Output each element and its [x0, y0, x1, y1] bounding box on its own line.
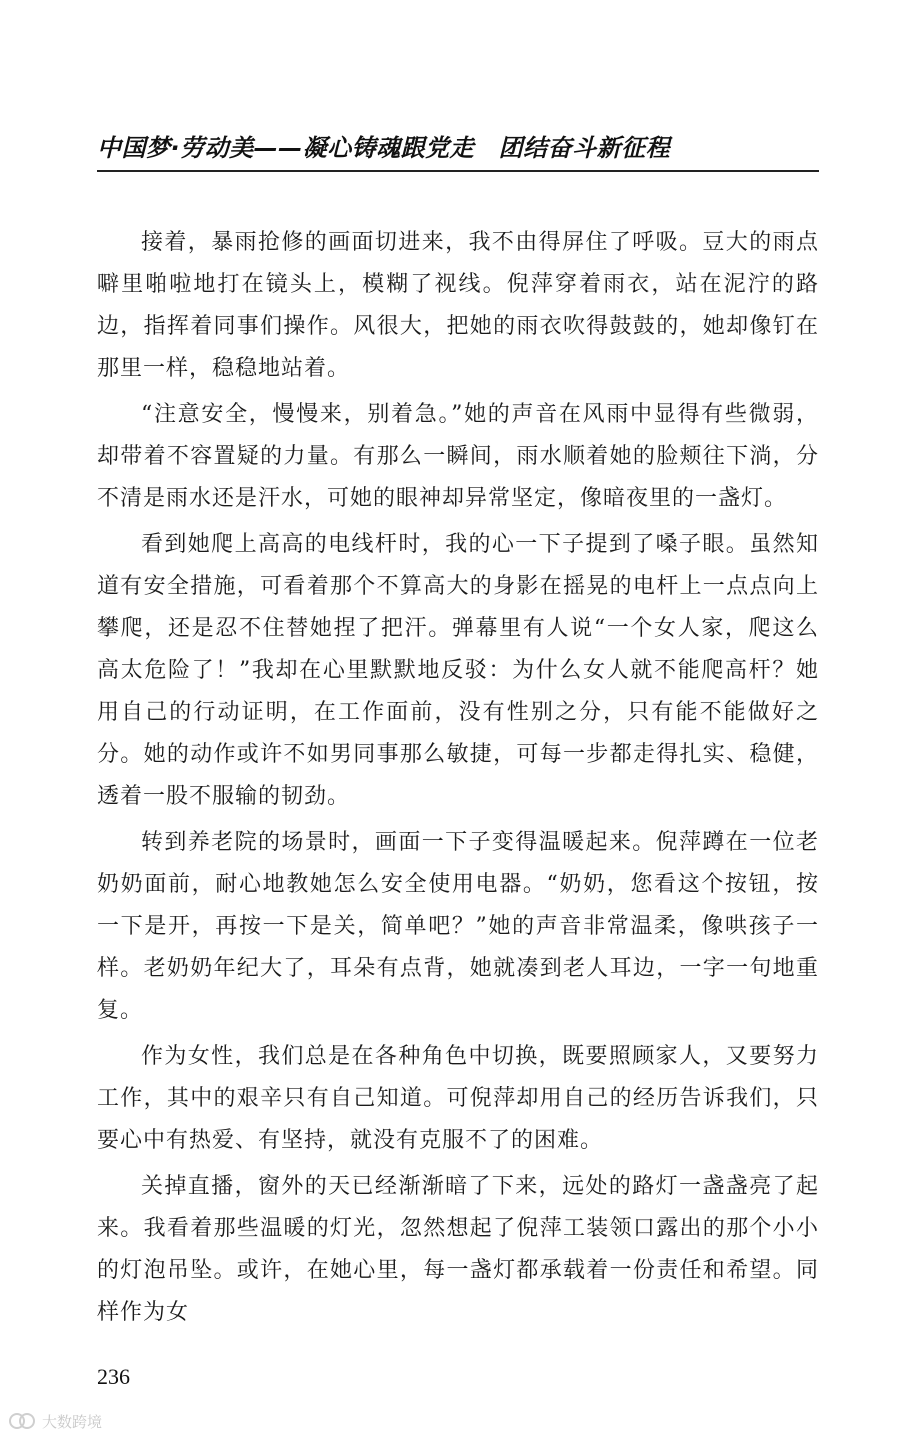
brand-logo-icon	[8, 1410, 36, 1432]
body-text	[97, 222, 819, 1338]
page-number: 236	[97, 1364, 130, 1389]
running-header: 中国梦·劳动美——凝心铸魂跟党走 团结奋斗新征程	[97, 134, 671, 162]
paragraph: 作为女性，我们总是在各种角色中切换，既要照顾家人，又要努力工作，其中的艰辛只有自己知道。可倪萍却用自己的经历告诉我们，只要心中有热爱、有坚持，就没有克服不了的困难。	[97, 1044, 819, 1153]
watermark	[8, 1410, 102, 1432]
paragraph: 看到她爬上高高的电线杆时，我的心一下子提到了嗓子眼。虽然知道有安全措施，可看着那个不算高大的身影在摇晃的电杆上一点点向上攀爬，还是忍不住替她捏了把汗。弹幕里有人说“一个女人家，爬这么高太危险了！”我却在心里默默地反驳：为什么女人就不能爬高杆？她用自己的行动证明，在工作面前，没有性别之分，只有能不能做好之分。她的动作或许不如男同事那么敏捷，可每一步都走得扎实、稳健，透着一股不服输的韧劲。	[97, 532, 819, 809]
paragraph: 转到养老院的场景时，画面一下子变得温暖起来。倪萍蹲在一位老奶奶面前，耐心地教她怎么安全使用电器。“奶奶，您看这个按钮，按一下是开，再按一下是关，简单吧？”她的声音非常温柔，像哄孩子一样。老奶奶年纪大了，耳朵有点背，她就凑到老人耳边，一字一句地重复。	[97, 830, 819, 1023]
paragraph: “注意安全，慢慢来，别着急。”她的声音在风雨中显得有些微弱，却带着不容置疑的力量。有那么一瞬间，雨水顺着她的脸颊往下淌，分不清是雨水还是汗水，可她的眼神却异常坚定，像暗夜里的一盏灯。	[97, 402, 819, 511]
watermark-text: 大数跨境	[42, 1412, 103, 1431]
header-rule	[97, 170, 819, 172]
paragraph: 接着，暴雨抢修的画面切进来，我不由得屏住了呼吸。豆大的雨点噼里啪啦地打在镜头上，模糊了视线。倪萍穿着雨衣，站在泥泞的路边，指挥着同事们操作。风很大，把她的雨衣吹得鼓鼓的，她却像钉在那里一样，稳稳地站着。	[97, 230, 819, 381]
paragraph: 关掉直播，窗外的天已经渐渐暗了下来，远处的路灯一盏盏亮了起来。我看着那些温暖的灯光，忽然想起了倪萍工装领口露出的那个小小的灯泡吊坠。或许，在她心里，每一盏灯都承载着一份责任和希望。同样作为女	[97, 1174, 819, 1325]
